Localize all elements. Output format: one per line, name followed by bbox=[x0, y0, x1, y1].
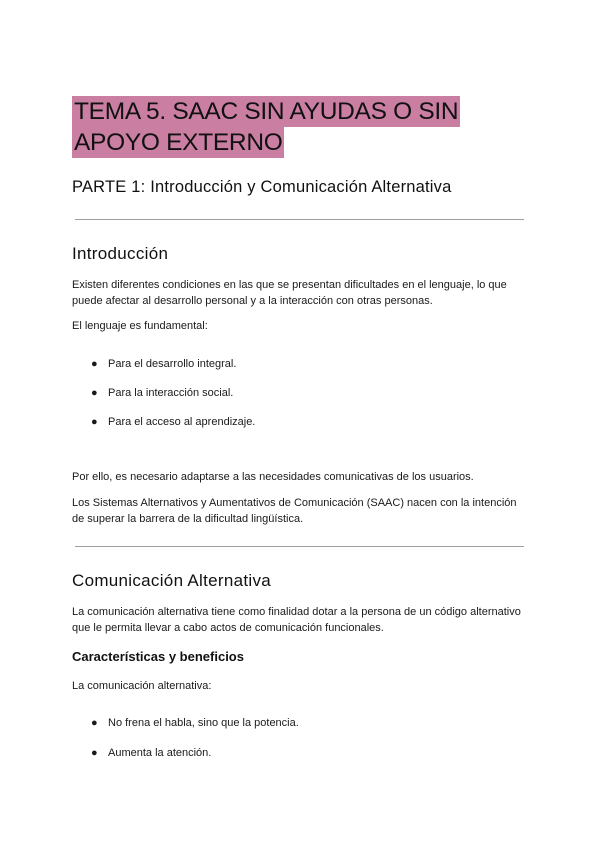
bullet-icon: ● bbox=[91, 747, 98, 759]
alt-heading: Comunicación Alternativa bbox=[72, 571, 272, 590]
list-item-text: No frena el habla, sino que la potencia. bbox=[108, 717, 299, 729]
bullet-icon: ● bbox=[91, 358, 98, 370]
list-item bbox=[91, 385, 234, 401]
list-item bbox=[91, 414, 256, 430]
intro-paragraph-4-line-1: Los Sistemas Alternativos y Aumentativos de Comunicación (SAAC) nacen con la intención bbox=[72, 497, 517, 509]
title-line-1: TEMA 5. SAAC SIN AYUDAS O SIN bbox=[74, 98, 459, 125]
intro-paragraph-4 bbox=[72, 495, 532, 527]
intro-paragraph-3: Por ello, es necesario adaptarse a las necesidades comunicativas de los usuarios. bbox=[72, 471, 474, 483]
document-title bbox=[72, 96, 460, 158]
bullet-icon: ● bbox=[91, 416, 98, 428]
part-title: PARTE 1: Introducción y Comunicación Alternativa bbox=[72, 178, 452, 196]
intro-paragraph-4-line-2: de superar la barrera de la dificultad lingüística. bbox=[72, 513, 304, 525]
alt-subheading: Características y beneficios bbox=[72, 649, 244, 664]
section-divider bbox=[75, 546, 524, 547]
intro-paragraph-2: El lenguaje es fundamental: bbox=[72, 320, 208, 332]
bullet-icon: ● bbox=[91, 387, 98, 399]
list-item-text: Para el acceso al aprendizaje. bbox=[108, 416, 256, 428]
list-item bbox=[91, 356, 237, 372]
list-item-text: Para el desarrollo integral. bbox=[108, 358, 237, 370]
alt-paragraph-2: La comunicación alternativa: bbox=[72, 680, 212, 692]
intro-paragraph-1 bbox=[72, 277, 532, 309]
list-item bbox=[91, 745, 212, 761]
list-item bbox=[91, 715, 299, 731]
list-item-text: Para la interacción social. bbox=[108, 387, 234, 399]
title-line-2: APOYO EXTERNO bbox=[74, 129, 283, 156]
intro-heading: Introducción bbox=[72, 244, 169, 263]
section-divider bbox=[75, 219, 524, 220]
intro-paragraph-1-line-1: Existen diferentes condiciones en las que se presentan dificultades en el lenguaje, lo que bbox=[72, 279, 507, 291]
alt-paragraph-1-line-1: La comunicación alternativa tiene como finalidad dotar a la persona de un código alternativo bbox=[72, 606, 521, 618]
bullet-icon: ● bbox=[91, 717, 98, 729]
alt-paragraph-1-line-2: que le permita llevar a cabo actos de comunicación funcionales. bbox=[72, 622, 384, 634]
intro-paragraph-1-line-2: puede afectar al desarrollo personal y a la interacción con otras personas. bbox=[72, 295, 433, 307]
alt-paragraph-1 bbox=[72, 604, 532, 636]
list-item-text: Aumenta la atención. bbox=[108, 747, 212, 759]
